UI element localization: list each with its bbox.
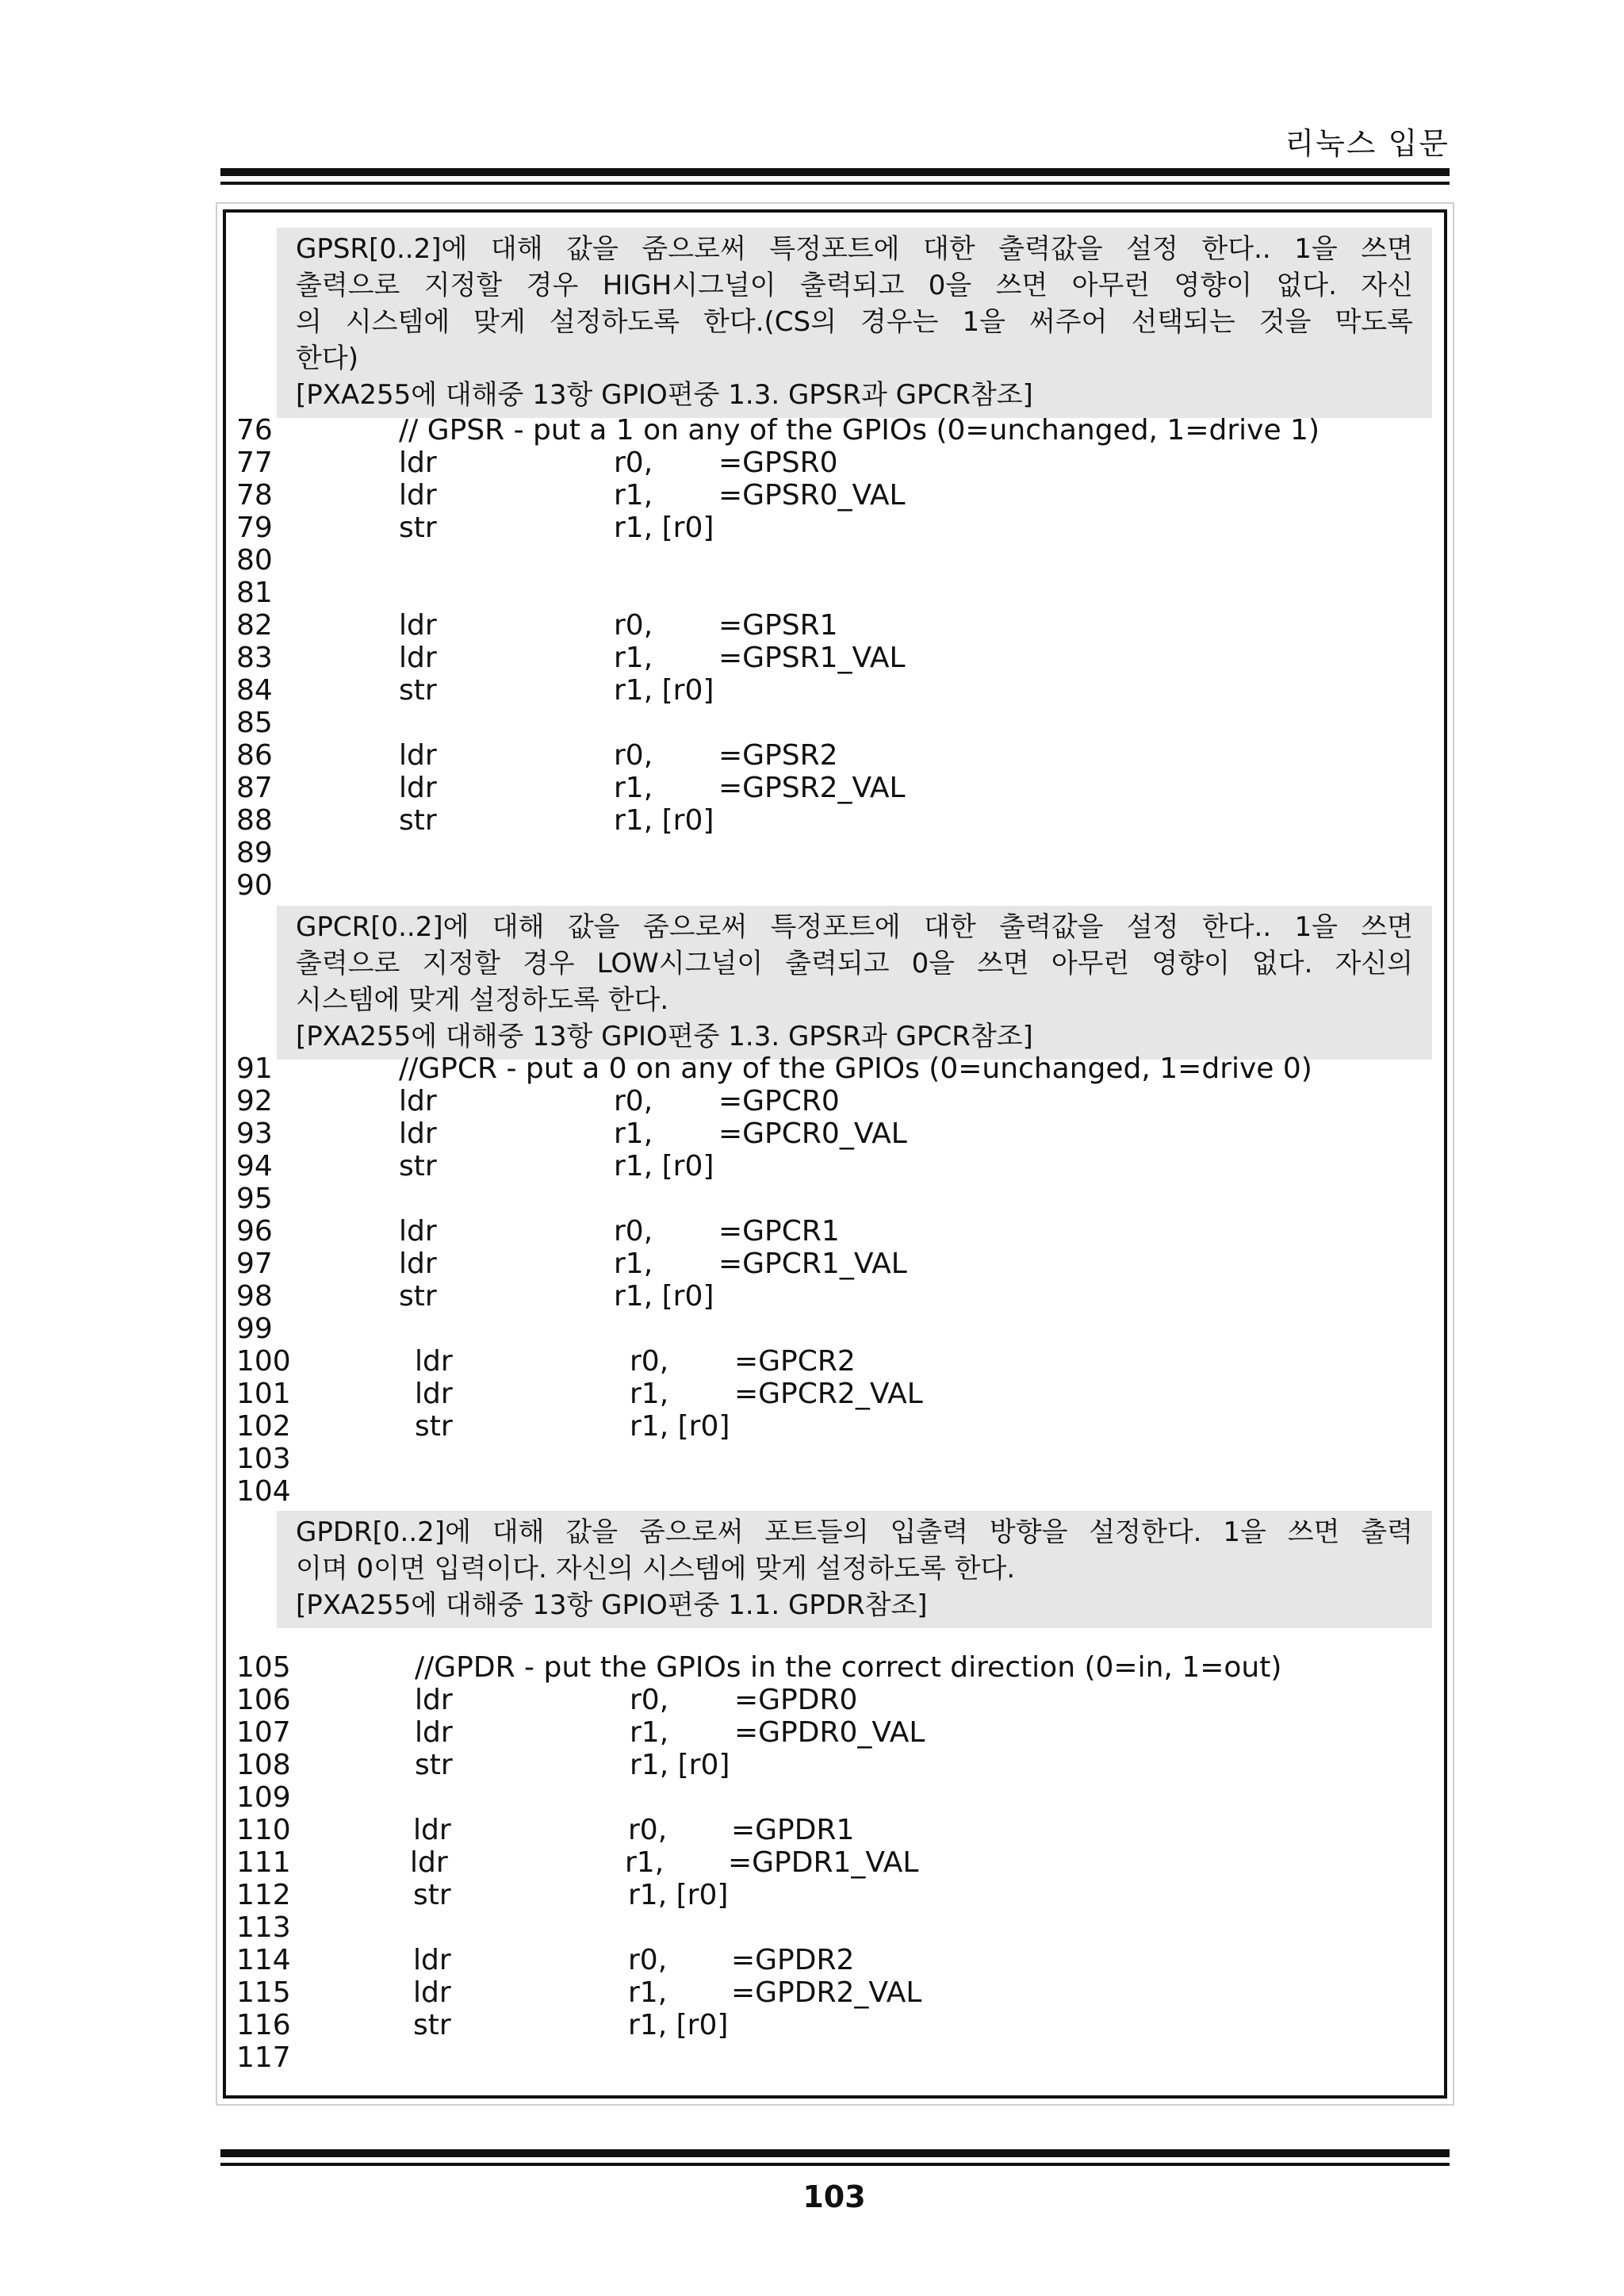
note-line: 의 시스템에 맞게 설정하도록 한다.(CS의 경우는 1을 써주어 선택되는 것을 막도록 [296,306,1413,338]
explanation-note [277,228,1432,418]
code-instruction: ldr [399,642,437,674]
footer-rule-thin [220,2163,1450,2166]
code-value: =GPCR1_VAL [718,1248,907,1280]
line-number: 105 [236,1651,291,1684]
code-operand: r0, [630,1684,669,1716]
code-instruction: ldr [413,1814,451,1846]
note-line: 출력으로 지정할 경우 LOW시그널이 출력되고 0을 쓰면 아무런 영향이 없다. 자신의 [296,948,1413,979]
line-number: 77 [236,447,273,479]
code-value: =GPDR2_VAL [731,1976,922,2009]
line-number: 110 [236,1814,291,1846]
code-value: =GPSR1_VAL [718,642,906,674]
code-operand: r1, [r0] [614,512,714,544]
note-line: 출력으로 지정할 경우 HIGH시그널이 출력되고 0을 쓰면 아무런 영향이 없다. 자신 [296,270,1413,301]
line-number: 78 [236,479,273,512]
code-operand: r1, [614,479,653,512]
code-instruction: ldr [399,1248,437,1280]
code-value: =GPCR2_VAL [734,1378,923,1410]
line-number: 103 [236,1443,291,1475]
code-value: =GPDR1_VAL [728,1846,919,1879]
line-number: 88 [236,804,273,837]
code-value: =GPSR2 [718,739,838,772]
line-number: 91 [236,1052,273,1085]
line-number: 117 [236,2041,291,2074]
code-instruction: str [399,1280,437,1313]
code-instruction: ldr [399,609,437,642]
note-line: [PXA255에 대해중 13항 GPIO편중 1.3. GPSR과 GPCR참조] [296,1021,1033,1052]
line-number: 81 [236,577,273,609]
code-value: =GPSR2_VAL [718,772,906,804]
code-operand: r1, [r0] [614,674,714,707]
code-operand: r0, [628,1814,668,1846]
code-operand: r1, [630,1378,669,1410]
code-instruction: str [413,2009,451,2041]
line-number: 113 [236,1911,291,1944]
code-operand: r0, [614,739,653,772]
code-instruction: //GPCR - put a 0 on any of the GPIOs (0=unchanged, 1=drive 0) [399,1052,1312,1085]
code-operand: r1, [625,1846,665,1879]
code-instruction: ldr [399,479,437,512]
code-instruction: str [415,1410,453,1443]
note-line: [PXA255에 대해중 13항 GPIO편중 1.1. GPDR참조] [296,1589,928,1621]
code-instruction: str [415,1749,453,1781]
line-number: 116 [236,2009,291,2041]
line-number: 86 [236,739,273,772]
code-operand: r1, [614,772,653,804]
line-number: 79 [236,512,273,544]
code-operand: r1, [628,1976,668,2009]
code-instruction: ldr [415,1378,453,1410]
header-rule-thin [220,182,1450,185]
line-number: 82 [236,609,273,642]
code-instruction: ldr [413,1944,451,1976]
note-line: [PXA255에 대해중 13항 GPIO편중 1.3. GPSR과 GPCR참조] [296,379,1033,411]
code-instruction: ldr [415,1716,453,1749]
line-number: 115 [236,1976,291,2009]
line-number: 92 [236,1085,273,1117]
line-number: 106 [236,1684,291,1716]
line-number: 107 [236,1716,291,1749]
code-instruction: str [399,804,437,837]
code-value: =GPDR0 [734,1684,858,1716]
code-value: =GPDR2 [731,1944,855,1976]
code-instruction: str [399,1150,437,1182]
code-instruction: ldr [399,1215,437,1248]
code-operand: r1, [r0] [628,1879,729,1911]
line-number: 104 [236,1475,291,1508]
note-line: GPCR[0..2]에 대해 값을 줌으로써 특정포트에 대한 출력값을 설정 한다.. 1을 쓰면 [296,911,1413,943]
line-number: 85 [236,707,273,739]
code-value: =GPCR2 [734,1345,856,1378]
note-line: GPDR[0..2]에 대해 값을 줌으로써 포트들의 입출력 방향을 설정한다. 1을 쓰면 출력 [296,1516,1413,1548]
code-operand: r1, [r0] [628,2009,729,2041]
note-line: 시스템에 맞게 설정하도록 한다. [296,984,669,1016]
code-operand: r0, [628,1944,668,1976]
code-operand: r0, [614,447,653,479]
line-number: 94 [236,1150,273,1182]
code-operand: r0, [630,1345,669,1378]
code-operand: r1, [r0] [614,804,714,837]
line-number: 100 [236,1345,291,1378]
note-line: 이며 0이면 입력이다. 자신의 시스템에 맞게 설정하도록 한다. [296,1553,1016,1585]
page-number: 103 [802,2179,866,2214]
line-number: 93 [236,1117,273,1150]
running-header-title: 리눅스 입문 [1285,126,1450,161]
code-instruction: //GPDR - put the GPIOs in the correct direction (0=in, 1=out) [415,1651,1282,1684]
code-instruction: // GPSR - put a 1 on any of the GPIOs (0=unchanged, 1=drive 1) [399,414,1320,447]
code-operand: r0, [614,609,653,642]
code-value: =GPDR1 [731,1814,855,1846]
code-operand: r1, [r0] [630,1410,730,1443]
header-rule-thick [220,168,1450,176]
line-number: 80 [236,544,273,577]
code-operand: r0, [614,1085,653,1117]
code-operand: r1, [614,642,653,674]
code-instruction: ldr [399,1117,437,1150]
line-number: 102 [236,1410,291,1443]
code-operand: r0, [614,1215,653,1248]
code-instruction: ldr [399,739,437,772]
line-number: 83 [236,642,273,674]
explanation-note [277,1511,1432,1628]
line-number: 76 [236,414,273,447]
line-number: 96 [236,1215,273,1248]
code-instruction: ldr [415,1684,453,1716]
line-number: 84 [236,674,273,707]
line-number: 99 [236,1313,273,1345]
line-number: 111 [236,1846,291,1879]
explanation-note [277,906,1432,1060]
code-instruction: str [413,1879,451,1911]
code-instruction: ldr [410,1846,448,1879]
line-number: 95 [236,1182,273,1215]
line-number: 90 [236,869,273,902]
code-value: =GPSR0_VAL [718,479,906,512]
code-value: =GPDR0_VAL [734,1716,925,1749]
code-instruction: ldr [399,1085,437,1117]
code-operand: r1, [r0] [614,1150,714,1182]
code-operand: r1, [r0] [630,1749,730,1781]
note-line: 한다) [296,343,358,374]
code-operand: r1, [630,1716,669,1749]
code-value: =GPCR0 [718,1085,840,1117]
code-value: =GPCR0_VAL [718,1117,907,1150]
line-number: 101 [236,1378,291,1410]
code-instruction: ldr [413,1976,451,2009]
code-instruction: ldr [399,447,437,479]
code-operand: r1, [614,1248,653,1280]
line-number: 97 [236,1248,273,1280]
line-number: 98 [236,1280,273,1313]
line-number: 112 [236,1879,291,1911]
code-instruction: ldr [415,1345,453,1378]
code-value: =GPSR0 [718,447,838,479]
line-number: 89 [236,837,273,869]
code-value: =GPCR1 [718,1215,840,1248]
code-instruction: str [399,674,437,707]
note-line: GPSR[0..2]에 대해 값을 줌으로써 특정포트에 대한 출력값을 설정 한다.. 1을 쓰면 [296,233,1413,265]
code-instruction: str [399,512,437,544]
line-number: 114 [236,1944,291,1976]
code-value: =GPSR1 [718,609,838,642]
code-operand: r1, [614,1117,653,1150]
code-instruction: ldr [399,772,437,804]
line-number: 109 [236,1781,291,1814]
line-number: 87 [236,772,273,804]
line-number: 108 [236,1749,291,1781]
code-operand: r1, [r0] [614,1280,714,1313]
footer-rule-thick [220,2149,1450,2157]
